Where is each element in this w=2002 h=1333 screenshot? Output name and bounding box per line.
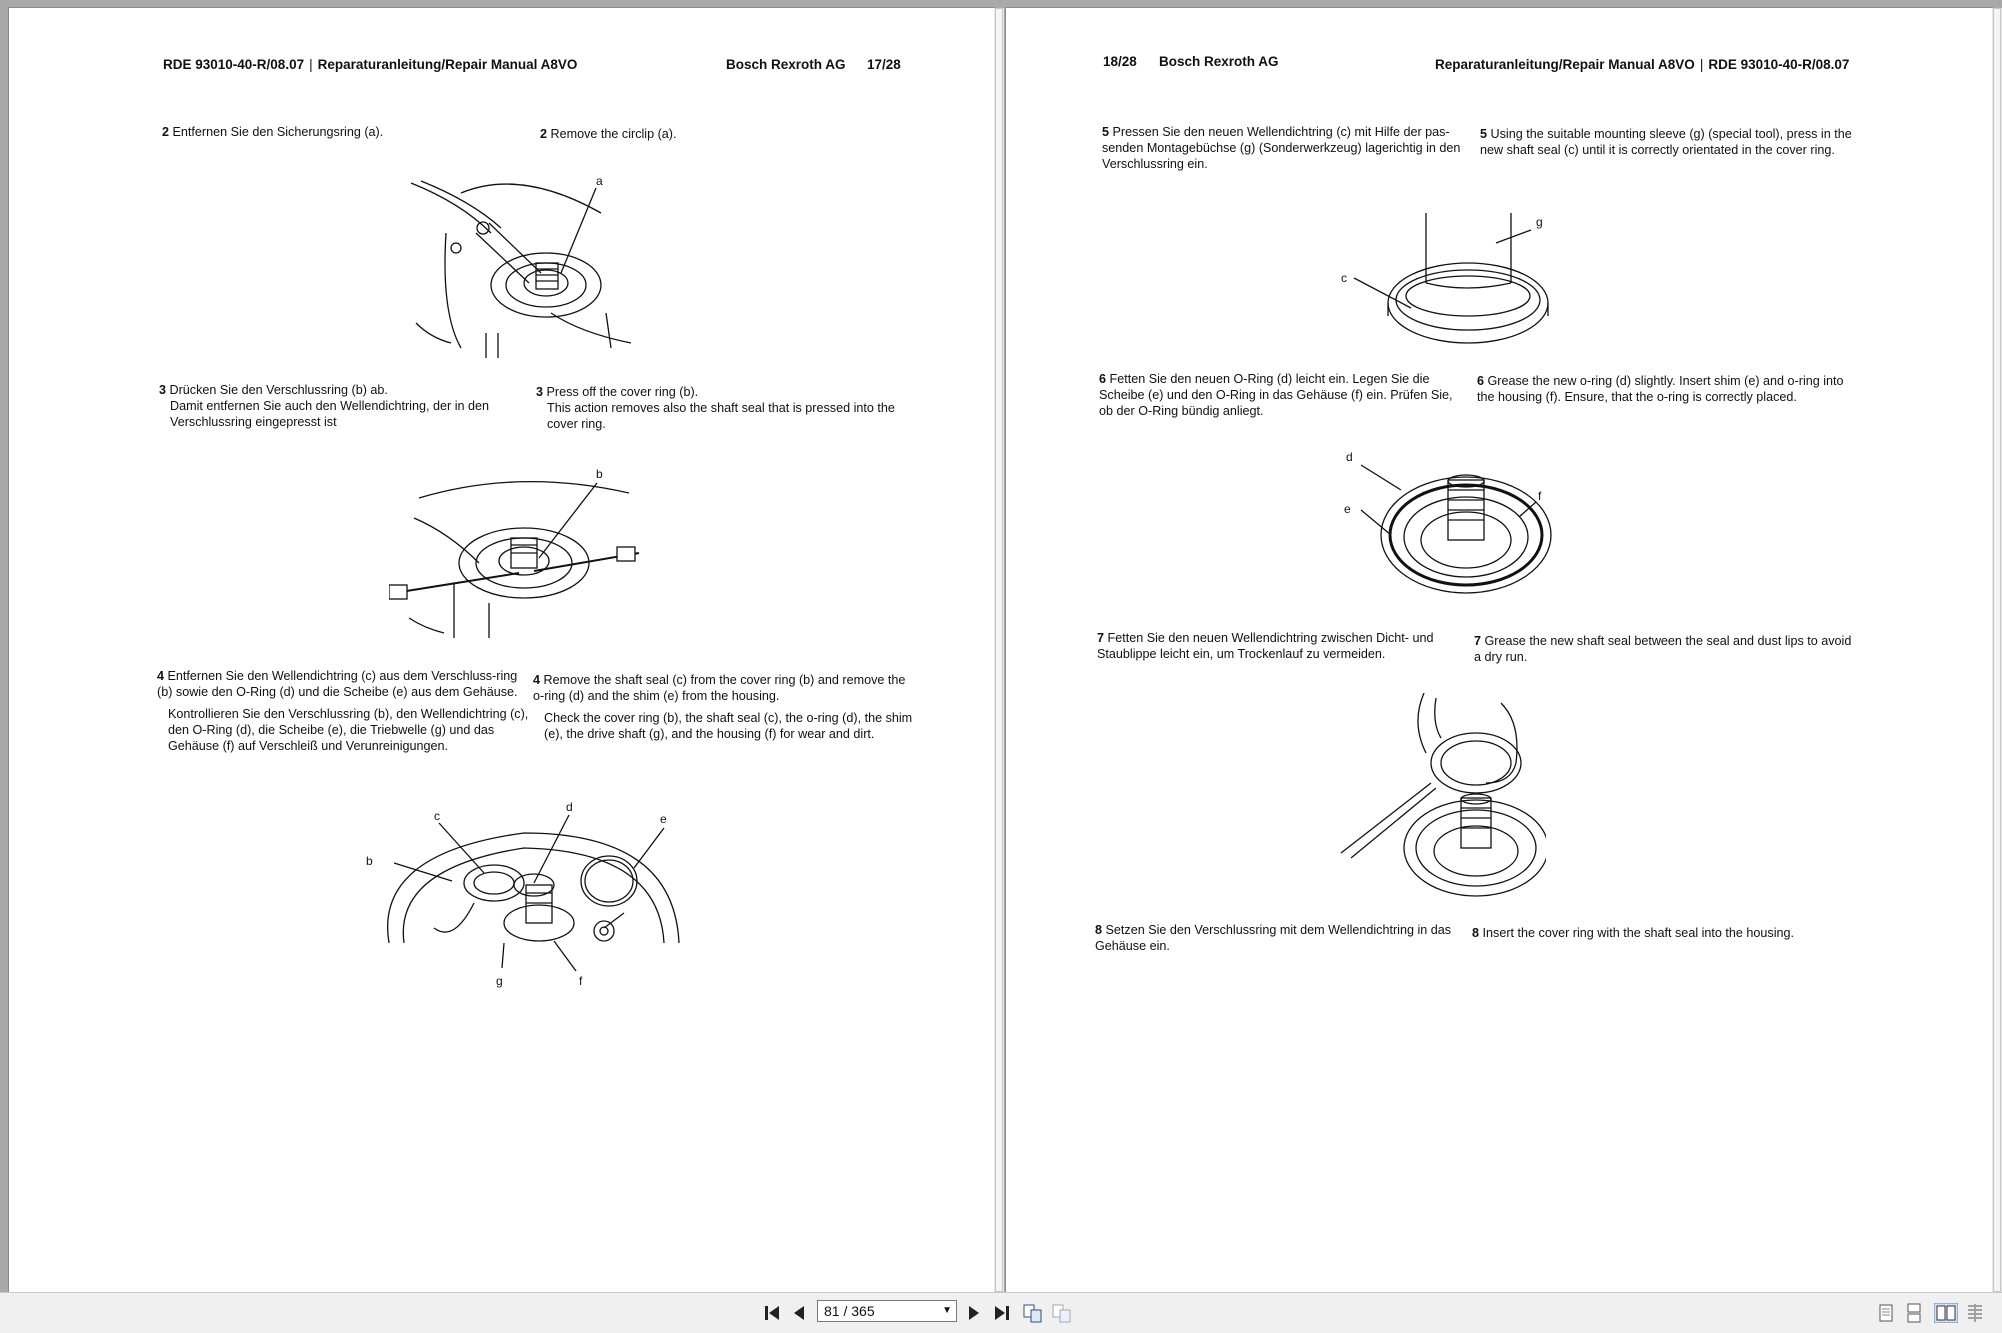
- step-3-en: 3 Press off the cover ring (b). This action removes also the shaft seal that is pressed into the cover ring.: [536, 385, 895, 431]
- step-2-en: 2 Remove the circlip (a).: [540, 127, 677, 141]
- step-5-de: 5 Pressen Sie den neuen Wellendichtring (c) mit Hilfe der pas-senden Montagebüchse (g) (Sonderwerkzeug) lagerichtig in den Verschlussring ein.: [1102, 125, 1461, 171]
- scrollbar-thumb[interactable]: [1993, 8, 2001, 1292]
- figure-seal-components: [354, 793, 699, 993]
- page-number: 17/28: [867, 57, 901, 72]
- previous-page-icon[interactable]: [792, 1303, 806, 1323]
- step-7-en: 7 Grease the new shaft seal between the seal and dust lips to avoid a dry run.: [1474, 634, 1852, 664]
- left-page-header: RDE 93010-40-R/08.07 | Reparaturanleitung/Repair Manual A8VO: [163, 57, 578, 72]
- left-page-scrollbar[interactable]: [994, 8, 1004, 1292]
- right-document-page: [1006, 8, 1992, 1292]
- two-page-continuous-view-icon[interactable]: [1966, 1303, 1984, 1323]
- step-8-de: 8 Setzen Sie den Verschlussring mit dem Wellendichtring in das Gehäuse ein.: [1095, 923, 1452, 953]
- left-document-page: [9, 8, 994, 1292]
- step-4-de: 4 Entfernen Sie den Wellendichtring (c) aus dem Verschluss-ring (b) sowie den O-Ring (d) und die Scheibe (e) aus dem Gehäuse. Kontrollieren Sie den Verschlussring (b), den Wellendichtring (c), den O-Ring (d), die Scheibe (e), die Triebwelle (g) und das Gehäuse (f) auf Verschleiß und Verunreinigungen.: [157, 669, 529, 753]
- manual-title: Reparaturanleitung/Repair Manual A8VO: [1435, 57, 1695, 72]
- viewer-toolbar: [0, 1292, 2002, 1333]
- callout-f: f: [1538, 489, 1542, 503]
- step-4-en: 4 Remove the shaft seal (c) from the cover ring (b) and remove the o-ring (d) and the shim (e) from the housing. Check the cover ring (b), the shaft seal (c), the o-ring (d), the shim (e), the drive shaft (g), and the housing (f) for wear and dirt.: [533, 673, 913, 741]
- step-6-en: 6 Grease the new o-ring (d) slightly. Insert shim (e) and o-ring into the housing (f). Ensure, that the o-ring is correctly placed.: [1477, 374, 1844, 404]
- figure-cover-ring-removal: [389, 463, 659, 638]
- callout-b-fig3: b: [366, 854, 373, 868]
- step-2-de: 2 Entfernen Sie den Sicherungsring (a).: [162, 125, 384, 139]
- callout-d: d: [1346, 450, 1353, 464]
- scrollbar-thumb[interactable]: [995, 8, 1003, 1292]
- step-7-de: 7 Fetten Sie den neuen Wellendichtring zwischen Dicht- und Staublippe leicht ein, um Trockenlauf zu vermeiden.: [1097, 631, 1434, 661]
- callout-d: d: [566, 800, 573, 814]
- callout-e: e: [1344, 502, 1351, 516]
- step-8-en: 8 Insert the cover ring with the shaft seal into the housing.: [1472, 926, 1795, 940]
- step-6-de: 6 Fetten Sie den neuen O-Ring (d) leicht ein. Legen Sie die Scheibe (e) und den O-Ring in das Gehäuse (f) ein. Prüfen Sie, ob der O-Ring bündig anliegt.: [1099, 372, 1453, 418]
- right-page-header: Reparaturanleitung/Repair Manual A8VO | RDE 93010-40-R/08.07: [1435, 57, 1850, 72]
- callout-f: f: [579, 974, 583, 988]
- page-number-field[interactable]: 81 / 365 ▼: [817, 1300, 957, 1322]
- next-page-icon[interactable]: [967, 1303, 981, 1323]
- chevron-down-icon[interactable]: ▼: [942, 1305, 952, 1316]
- manual-title: Reparaturanleitung/Repair Manual A8VO: [317, 57, 578, 72]
- callout-b: b: [596, 467, 603, 481]
- continuous-view-icon[interactable]: [1906, 1303, 1922, 1323]
- doc-code: RDE 93010-40-R/08.07: [1708, 57, 1850, 72]
- callout-g: g: [1536, 215, 1543, 229]
- company-name: Bosch Rexroth AG: [726, 57, 846, 72]
- figure-greasing-shaft-seal: [1336, 693, 1546, 898]
- callout-c: c: [1341, 271, 1347, 285]
- copy-icon[interactable]: [1022, 1303, 1044, 1323]
- paste-icon[interactable]: [1051, 1303, 1073, 1323]
- single-page-view-icon[interactable]: [1878, 1303, 1894, 1323]
- doc-code: RDE 93010-40-R/08.07: [163, 57, 305, 72]
- last-page-icon[interactable]: [993, 1303, 1011, 1323]
- page-number: 18/28: [1103, 54, 1137, 69]
- company-name: Bosch Rexroth AG: [1159, 54, 1279, 69]
- callout-g: g: [496, 974, 503, 988]
- callout-e: e: [660, 812, 667, 826]
- callout-c: c: [434, 809, 440, 823]
- two-page-view-icon[interactable]: [1934, 1303, 1958, 1323]
- figure-mounting-sleeve: [1326, 208, 1566, 353]
- figure-o-ring-insertion: [1336, 445, 1566, 600]
- right-page-scrollbar[interactable]: [1992, 8, 2002, 1292]
- callout-a: a: [596, 174, 603, 188]
- first-page-icon[interactable]: [763, 1303, 781, 1323]
- figure-circlip-removal: [401, 173, 656, 358]
- step-3-de: 3 Drücken Sie den Verschlussring (b) ab. Damit entfernen Sie auch den Wellendichtring, der in den Verschlussring eingepresst ist: [159, 383, 490, 429]
- step-5-en: 5 Using the suitable mounting sleeve (g) (special tool), press in the new shaft seal (c) until it is correctly orientated in the cover ring.: [1480, 127, 1852, 157]
